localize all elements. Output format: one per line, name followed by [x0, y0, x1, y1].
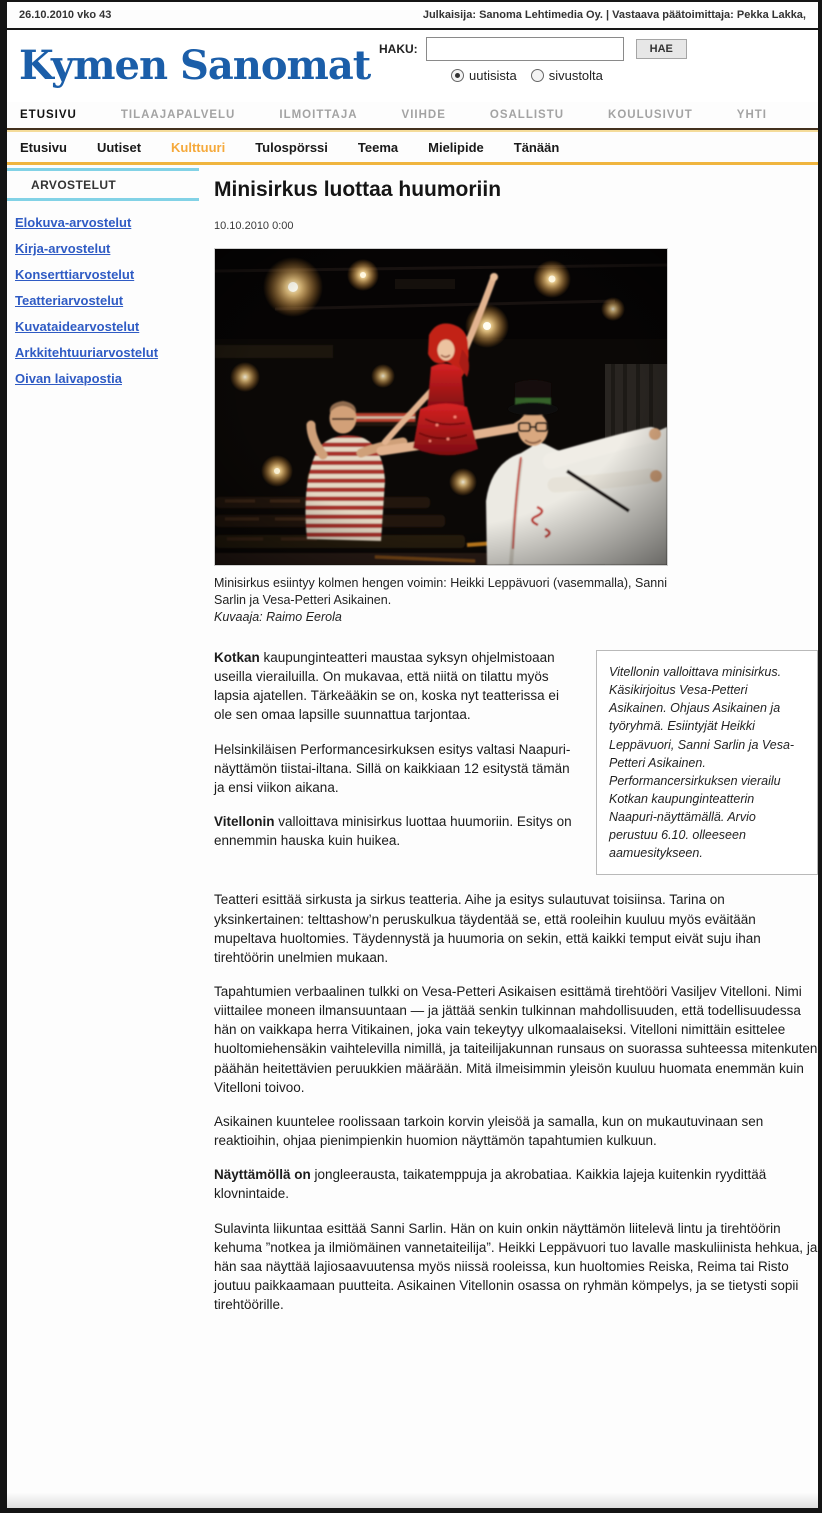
article-paragraph: Asikainen kuuntelee roolissaan tarkoin korvin yleisöä ja samalla, kun on mukautuvinaan sen reaktioihin, ohjaa pienimpienkin huomion näyttämön tapahtumien kulkuun. — [214, 1113, 764, 1149]
search-area — [379, 37, 687, 83]
main-nav-item-etusivu[interactable]: ETUSIVU — [20, 109, 77, 121]
radio-unselected-icon[interactable] — [531, 69, 544, 82]
article-paragraph: Tapahtumien verbaalinen tulkki on Vesa-Petteri Asikaisen esittämä tirehtööri Vasiljev Vitelloni. Nimi viittailee moneen ilmansuuntaan — ja jättää senkin tulkinnan mahdollisuuden, että todellisuudessa hän on vaikkapa herra Vitikainen, joka vain tekeytyy ulkomaalaiseksi. Vitelloni nimittäin esittelee huoltomiehensäkin vaihtelevilla nimillä, ja taiteilijakunnan runsaus on suorassa suhteessa mitenkuten päähän heitettävien peruukkien määrään. Mitä ilmeisimmin yleisön kuuluu huomata enemmän kuin Vitelloni toivoo. — [214, 984, 818, 1095]
radio-selected-icon[interactable] — [451, 69, 464, 82]
search-scope-sivustolta[interactable] — [531, 68, 603, 83]
sidebar-link-kirja-arvostelut[interactable]: Kirja-arvostelut — [15, 241, 111, 256]
article-paragraph: Helsinkiläisen Performancesirkuksen esitys valtasi Naapuri-näyttämön tiistai-iltana. Sillä on kaikkiaan 12 esitystä tämän ja ensi viikon aikana. — [214, 741, 571, 795]
sidebar-reviews — [7, 168, 199, 397]
article-date: 10.10.2010 0:00 — [214, 220, 294, 232]
main-nav — [7, 102, 818, 128]
article-photo — [214, 248, 668, 566]
sidebar-link-oivan-laivapostia[interactable]: Oivan laivapostia — [15, 371, 122, 386]
main-nav-item-osallistu[interactable]: OSALLISTU — [489, 109, 565, 121]
issue-date: 26.10.2010 vko 43 — [19, 9, 112, 21]
search-scope-uutisista[interactable] — [451, 68, 517, 83]
sub-nav-item-teema[interactable]: Teema — [357, 139, 399, 155]
article-paragraph: Sulavinta liikuntaa esittää Sanni Sarlin. Hän on kuin onkin näyttämön liitelevä lintu ja tirehtöörin kehuma ”notkea ja ilmiömäinen vannetaiteilija”. Heikki Leppävuori tuo lavalle maskuliinista hehkua, ja hän saa näyttää lajiosaavuutensa myös niissä rooleissa, kun huoltomies Reiska, Reima tai Risto joutuu paikkaamaan puutteita. Asikainen Vitellonin osassa on ryhmän kömpelys, ja se tietysti sopii tirehtöörille. — [214, 1220, 818, 1313]
search-button[interactable]: HAE — [636, 39, 687, 59]
main-nav-item-yhti[interactable]: YHTI — [736, 109, 767, 121]
article-paragraph: Kotkan kaupunginteatteri maustaa syksyn ohjelmistoaan useilla vierailuilla. On mukavaa, että niitä on tilattu myös lapsia ajatellen. Tärkeääkin se on, koska nyt teatterissa ei ole sen omaa lapsille suunnattua tarjontaa. — [214, 650, 559, 723]
sidebar-link-elokuva-arvostelut[interactable]: Elokuva-arvostelut — [15, 215, 132, 230]
sidebar-link-kuvataidearvostelut[interactable]: Kuvataidearvostelut — [15, 319, 140, 334]
article-paragraph: Vitellonin valloittava minisirkus luottaa huumoriin. Esitys on ennemmin hauska kuin huikea. — [214, 814, 572, 849]
site-header — [7, 30, 818, 102]
radio-label: uutisista — [469, 68, 517, 83]
sub-nav-item-uutiset[interactable]: Uutiset — [96, 139, 142, 155]
article-title: Minisirkus luottaa huumoriin — [214, 178, 502, 201]
circus-photo-illustration — [215, 249, 667, 565]
top-info-bar — [7, 2, 818, 30]
radio-label: sivustolta — [548, 68, 603, 83]
main-nav-item-tilaajapalvelu[interactable]: TILAAJAPALVELU — [120, 109, 236, 121]
photo-credit: Kuvaaja: Raimo Eerola — [214, 610, 342, 624]
sidebar-link-konserttiarvostelut[interactable]: Konserttiarvostelut — [15, 267, 135, 282]
sidebar-link-teatteriarvostelut[interactable]: Teatteriarvostelut — [15, 293, 124, 308]
sub-nav-item-t-n-n[interactable]: Tänään — [513, 139, 560, 155]
main-nav-item-ilmoittaja[interactable]: ILMOITTAJA — [279, 109, 358, 121]
article-body — [214, 648, 818, 1314]
photo-caption: Minisirkus esiintyy kolmen hengen voimin: Heikki Leppävuori (vasemmalla), Sanni Sarlin ja Vesa-Petteri Asikainen. — [214, 576, 667, 607]
search-label: HAKU: — [379, 42, 418, 56]
article — [214, 174, 818, 1329]
sidebar-links — [7, 201, 199, 386]
article-paragraph: Näyttämöllä on jongleerausta, taikatemppuja ja akrobatiaa. Kaikkia lajeja kuitenkin ryydittää klovnintaide. — [214, 1167, 767, 1202]
sidebar-link-arkkitehtuuriarvostelut[interactable]: Arkkitehtuuriarvostelut — [15, 345, 159, 360]
sub-nav — [7, 132, 818, 162]
search-scope-options — [451, 68, 687, 83]
divider-gold — [7, 162, 818, 165]
publisher-info: Julkaisija: Sanoma Lehtimedia Oy. | Vastaava päätoimittaja: Pekka Lakka, — [422, 9, 806, 21]
sub-nav-item-mielipide[interactable]: Mielipide — [428, 139, 484, 155]
page — [7, 2, 818, 1508]
search-input[interactable] — [426, 37, 624, 61]
bottom-fade — [7, 1492, 818, 1508]
sub-nav-item-etusivu[interactable]: Etusivu — [20, 139, 67, 155]
main-nav-item-viihde[interactable]: VIIHDE — [401, 109, 446, 121]
sub-nav-item-kulttuuri[interactable]: Kulttuuri — [171, 139, 226, 155]
sub-nav-item-tulosp-rssi[interactable]: Tulospörssi — [255, 139, 328, 155]
sidebar-title: ARVOSTELUT — [31, 178, 117, 192]
main-nav-item-koulusivut[interactable]: KOULUSIVUT — [608, 109, 693, 121]
article-paragraph: Teatteri esittää sirkusta ja sirkus teatteria. Aihe ja esitys sulautuvat toisiinsa. Tarina on yksinkertainen: telttashow’n peruskulkua täydentää se, että rooleihin kuuluu myös eväitään mupeltava huoltomies. Täydennystä ja huumoria on sekin, että kaikki temput eivät suju ihan tirehtöörin unelmien mukaan. — [214, 892, 761, 965]
site-logo[interactable]: Kymen Sanomat — [19, 42, 371, 89]
review-infobox: Vitellonin valloittava minisirkus. Käsikirjoitus Vesa-Petteri Asikainen. Ohjaus Asikainen ja työryhmä. Esiintyjät Heikki Leppävuori, Sanni Sarlin ja Vesa-Petteri Asikainen. Performancersirkuksen vierailu Kotkan kaupunginteatterin Naapuri-näyttämällä. Arvio perustuu 6.10. olleeseen aamuesitykseen. — [596, 650, 818, 875]
